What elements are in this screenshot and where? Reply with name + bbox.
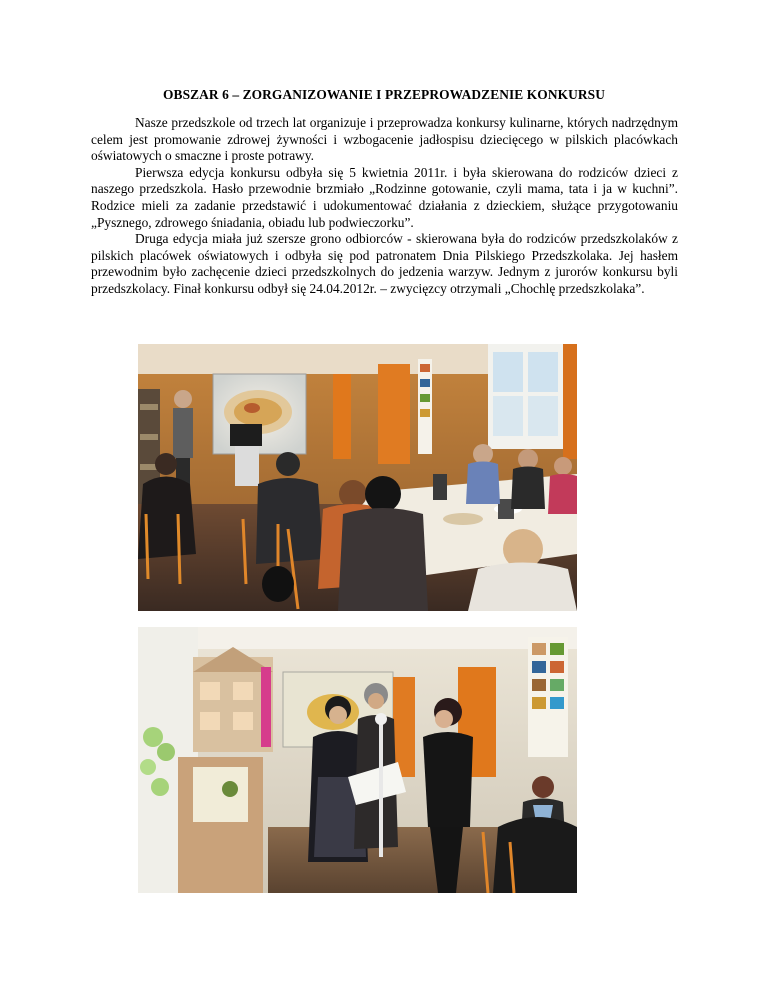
paragraph-2: Pierwsza edycja konkursu odbyła się 5 kwietnia 2011r. i była skierowana do rodziców dzieci z naszego przedszkola. Hasło przewodnie brzmiało „Rodzinne gotowanie, czyli mama, tata i ja w kuchni”. Rodzice mieli za zadanie przedstawić i udokumentować działania z dzieckiem, służące przygotowaniu „Pysznego, zdrowego śniadania, obiadu lub podwieczorku”.	[91, 164, 678, 230]
photo-meeting-image	[138, 344, 577, 611]
paragraph-1: Nasze przedszkole od trzech lat organizuje i przeprowadza konkursy kulinarne, których nadrzędnym celem jest promowanie zdrowej żywności i wzbogacenie jadłospisu dziecięcego w pilskich placówkach oświatowych o smaczne i proste potrawy.	[91, 115, 678, 164]
photo-meeting	[138, 344, 577, 611]
body-text	[91, 115, 678, 298]
paragraph-3: Druga edycja miała już szersze grono odbiorców - skierowana była do rodziców przedszkolaków z pilskich placówek oświatowych i odbyła się pod patronatem Dnia Pilskiego Przedszkolaka. Jej hasłem przewodnim było zachęcenie dzieci przedszkolnych do jedzenia warzyw. Jednym z jurorów konkursu byli przedszkolacy. Finał konkursu odbył się 24.04.2012r. – zwycięzcy otrzymali „Chochlę przedszkolaka”.	[91, 231, 678, 296]
photo-award	[138, 627, 577, 893]
photo-award-image	[138, 627, 577, 893]
page-title: OBSZAR 6 – ZORGANIZOWANIE I PRZEPROWADZENIE KONKURSU	[163, 87, 605, 102]
